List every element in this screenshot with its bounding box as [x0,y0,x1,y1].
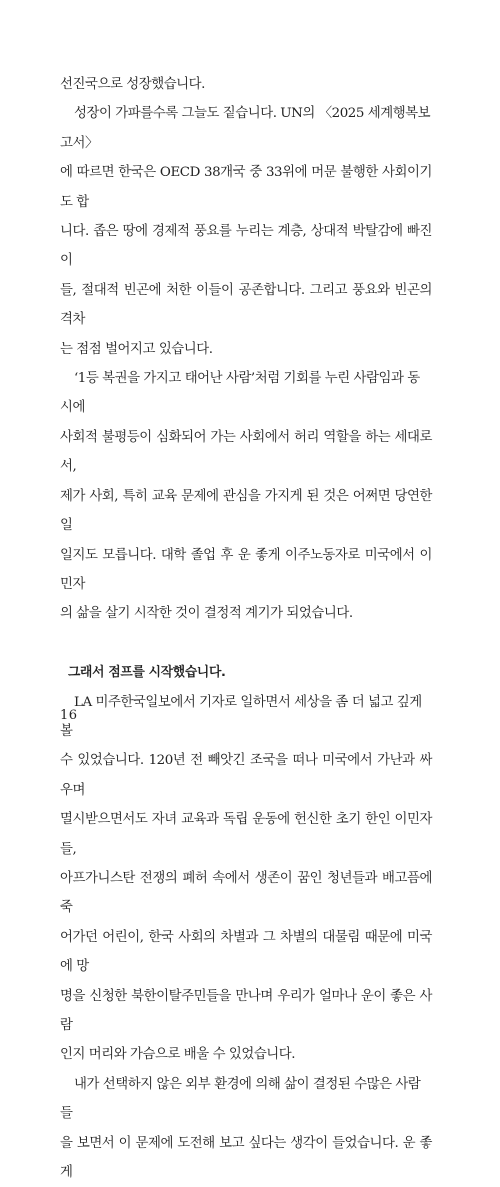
text-line: 인지 머리와 가슴으로 배울 수 있었습니다. [60,1047,296,1063]
text-line: 사회적 불평등이 심화되어 가는 사회에서 허리 역할을 하는 세대로서, [60,429,432,475]
text-line: 수 있었습니다. 120년 전 빼앗긴 조국을 떠나 미국에서 가난과 싸우며 [60,753,432,798]
text-line: 아프가니스탄 전쟁의 폐허 속에서 생존이 꿈인 청년들과 배고픔에 죽 [60,870,432,916]
text-line: 의 삶을 살기 시작한 것이 결정적 계기가 되었습니다. [60,606,353,622]
text-line: 내가 선택하지 않은 외부 환경에 의해 삶이 결정된 수많은 사람들 [60,1076,421,1122]
section-heading: 그래서 점프를 시작했습니다. [68,665,226,681]
text-line: 니다. 좁은 땅에 경제적 풍요를 누리는 계층, 상대적 박탈감에 빠진 이 [60,224,432,269]
text-line: 일지도 모릅니다. 대학 졸업 후 운 좋게 이주노동자로 미국에서 이민자 [60,547,432,592]
text-line: 제가 사회, 특히 교육 문제에 관심을 가지게 된 것은 어쩌면 당연한 일 [60,488,432,534]
text-line: 을 보면서 이 문제에 도전해 보고 싶다는 생각이 들었습니다. 운 좋게 [60,1135,432,1181]
text-line: 들, 절대적 빈곤에 처한 이들이 공존합니다. 그리고 풍요와 빈곤의 격차 [60,282,432,328]
section-spacer [60,629,432,658]
text-line: 는 점점 벌어지고 있습니다. [60,341,213,357]
text-line: 선진국으로 성장했습니다. [60,77,205,92]
text-line: ‘1등 복권을 가지고 태어난 사람’처럼 기회를 누린 사람임과 동시에 [60,371,420,416]
text-line: 어가던 어린이, 한국 사회의 차별과 그 차별의 대물림 때문에 미국에 망 [60,929,432,975]
text-line: 성장이 가파를수록 그늘도 짙습니다. UN의 〈2025 세계행복보고서〉 [60,106,431,151]
text-line: 멸시받으면서도 자녀 교육과 독립 운동에 헌신한 초기 한인 이민자들, [60,812,432,857]
body-text [60,70,432,1187]
text-line: LA 미주한국일보에서 기자로 일하면서 세상을 좀 더 넓고 깊게 볼 [60,694,422,739]
text-line: 에 따르면 한국은 OECD 38개국 중 33위에 머문 불행한 사회이기도 합 [60,165,432,210]
text-line: 명을 신청한 북한이탈주민들을 만나며 우리가 얼마나 운이 좋은 사람 [60,988,432,1033]
page-number: 16 [60,708,78,723]
